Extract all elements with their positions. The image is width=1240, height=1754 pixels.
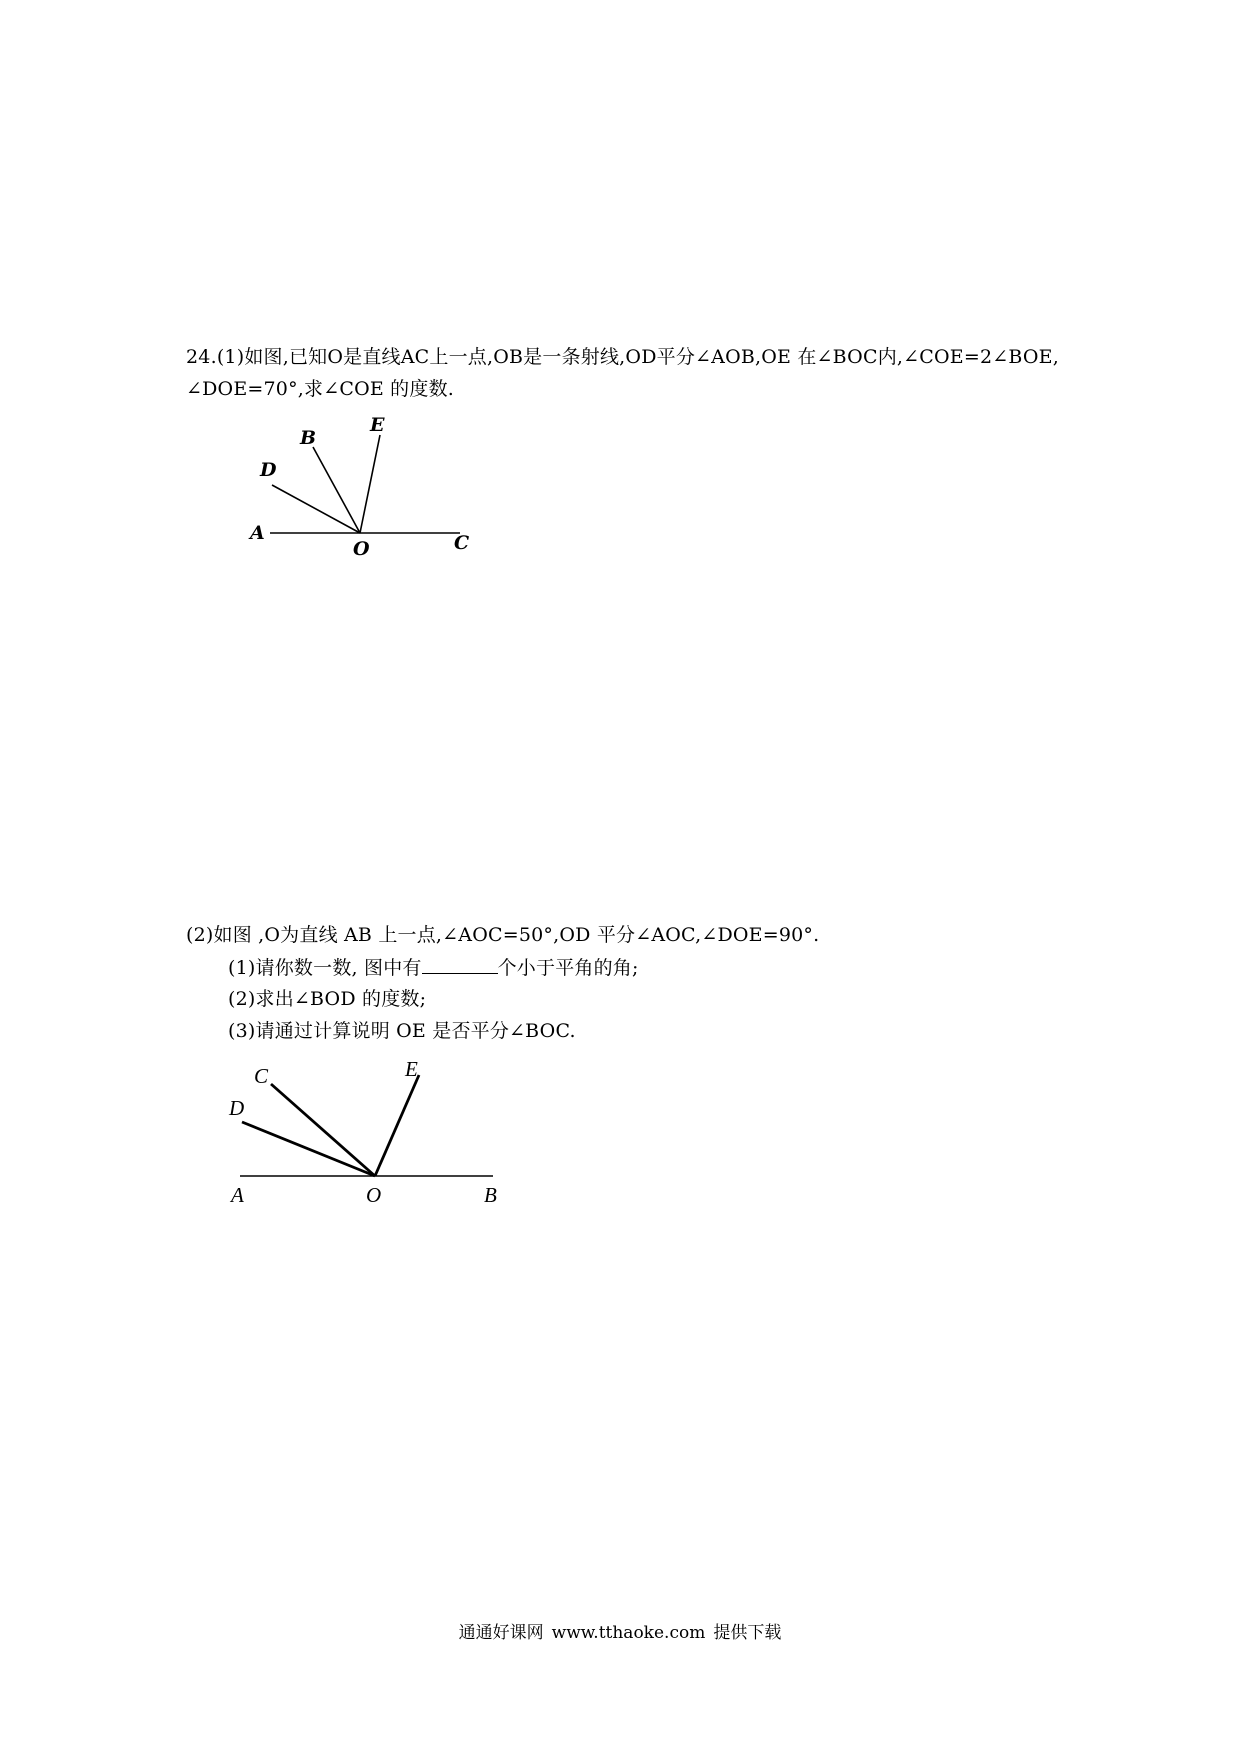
problem1-line1: 24.(1)如图,已知O是直线AC上一点,OB是一条射线,OD平分∠AOB,OE 在∠BOC内,∠COE=2∠BOE, <box>186 346 1059 368</box>
problem2-q2: (2)求出∠BOD 的度数; <box>228 988 427 1010</box>
label-a: A <box>231 1183 244 1207</box>
footer-url[interactable]: www.tthaoke.com <box>551 1623 706 1643</box>
figure1 <box>240 405 490 565</box>
problem2-q3: (3)请通过计算说明 OE 是否平分∠BOC. <box>228 1020 576 1042</box>
label-c: C <box>454 532 470 554</box>
problem2-q1 <box>228 955 639 980</box>
ray-oc <box>271 1084 375 1176</box>
page-footer <box>0 1622 1240 1644</box>
footer-suffix: 提供下载 <box>713 1623 782 1643</box>
label-e: E <box>405 1057 418 1081</box>
ray-oe <box>375 1075 419 1176</box>
ray-oe <box>360 435 380 533</box>
label-c: C <box>254 1064 269 1088</box>
q1-text-after: 个小于平角的角; <box>497 957 639 979</box>
label-d: D <box>229 1096 245 1120</box>
label-b: B <box>484 1183 497 1207</box>
label-o: O <box>353 538 370 560</box>
label-b: B <box>300 427 317 449</box>
figure2 <box>225 1055 515 1215</box>
problem1-line2: ∠DOE=70°,求∠COE 的度数. <box>186 378 455 400</box>
ray-od <box>242 1122 375 1176</box>
answer-blank[interactable] <box>422 955 498 974</box>
label-e: E <box>370 414 385 436</box>
label-a: A <box>250 522 265 544</box>
problem2-intro: (2)如图 ,O为直线 AB 上一点,∠AOC=50°,OD 平分∠AOC,∠DOE=90°. <box>186 924 820 946</box>
q1-text-before: (1)请你数一数, 图中有 <box>228 957 422 979</box>
label-d: D <box>260 459 277 481</box>
label-o: O <box>366 1183 382 1207</box>
footer-site-name: 通通好课网 <box>458 1623 544 1643</box>
